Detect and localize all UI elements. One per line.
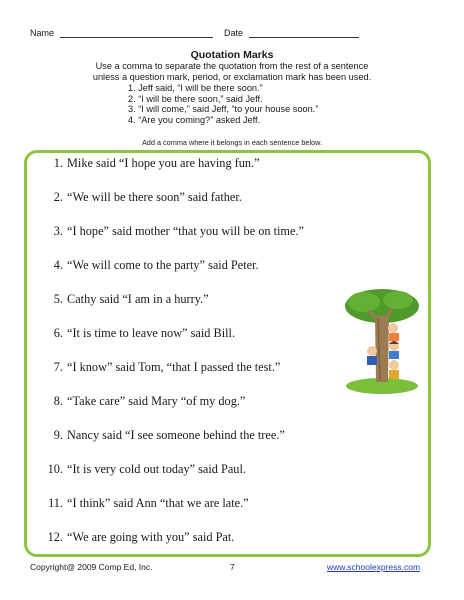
sentence-text: “I think” said Ann “that we are late.”	[67, 496, 249, 510]
page-number: 7	[230, 562, 235, 572]
example-item: 4. “Are you coming?” asked Jeff.	[128, 114, 261, 125]
sentence-text: “We will be there soon” said father.	[67, 190, 242, 204]
sentence-item	[30, 156, 260, 171]
sentence-text: Mike said “I hope you are having fun.”	[67, 156, 260, 170]
sentence-number: 9.	[53, 428, 63, 442]
sentence-number: 12.	[47, 530, 63, 544]
sentence-number: 2.	[53, 190, 63, 204]
sentence-item	[30, 496, 249, 511]
sentence-text: Nancy said “I see someone behind the tree.”	[67, 428, 285, 442]
example-list	[128, 83, 318, 125]
instruction-line: Use a comma to separate the quotation from the rest of a sentence	[95, 61, 369, 71]
sentence-text: “It is time to leave now” said Bill.	[67, 326, 236, 340]
name-line	[60, 28, 213, 38]
sentence-item	[30, 394, 245, 409]
date-line	[249, 28, 359, 38]
sentence-number: 7.	[53, 360, 63, 374]
sentence-text: “We are going with you” said Pat.	[67, 530, 235, 544]
sentence-item	[30, 224, 304, 239]
sentence-item	[30, 258, 259, 273]
sentence-item	[30, 190, 242, 205]
sentence-number: 6.	[53, 326, 63, 340]
copyright-text: Copyright@ 2009 Comp Ed, Inc.	[30, 562, 153, 572]
sentence-number: 8.	[53, 394, 63, 408]
example-item: 1. Jeff said, “I will be there soon.”	[128, 83, 263, 93]
tree-with-children-icon	[342, 288, 420, 396]
instructions	[0, 61, 464, 82]
sentence-number: 4.	[53, 258, 63, 272]
example-item: 2. “I will be there soon,” said Jeff.	[128, 93, 263, 104]
sentence-item	[30, 292, 209, 307]
sentence-item	[30, 530, 234, 545]
instruction-line: unless a question mark, period, or exclamation mark has been used.	[92, 71, 372, 82]
sentence-number: 1.	[53, 156, 63, 170]
sentence-text: “We will come to the party” said Peter.	[67, 258, 259, 272]
sentence-number: 10.	[47, 462, 63, 476]
sentence-text: Cathy said “I am in a hurry.”	[67, 292, 209, 306]
date-label: Date	[224, 28, 244, 38]
name-label: Name	[30, 28, 55, 38]
sentence-text: “It is very cold out today” said Paul.	[67, 462, 246, 476]
sentence-item	[30, 360, 280, 375]
sentence-item	[30, 428, 285, 443]
worksheet-header	[30, 28, 359, 38]
sentence-item	[30, 326, 235, 341]
sentence-number: 3.	[53, 224, 63, 238]
sentence-number: 11.	[48, 496, 63, 510]
sub-instruction: Add a comma where it belongs in each sentence below.	[141, 138, 323, 147]
sentence-text: “I know” said Tom, “that I passed the test.”	[67, 360, 281, 374]
website-link[interactable]: www.schoolexpress.com	[327, 562, 421, 572]
sentence-number: 5.	[53, 292, 63, 306]
worksheet-title: Quotation Marks	[190, 49, 274, 61]
example-item: 3. “I will come,” said Jeff, “to your house soon.”	[128, 104, 319, 114]
sentence-text: “I hope” said mother “that you will be on time.”	[67, 224, 304, 238]
sentence-text: “Take care” said Mary “of my dog.”	[67, 394, 246, 408]
sentence-item	[30, 462, 246, 477]
